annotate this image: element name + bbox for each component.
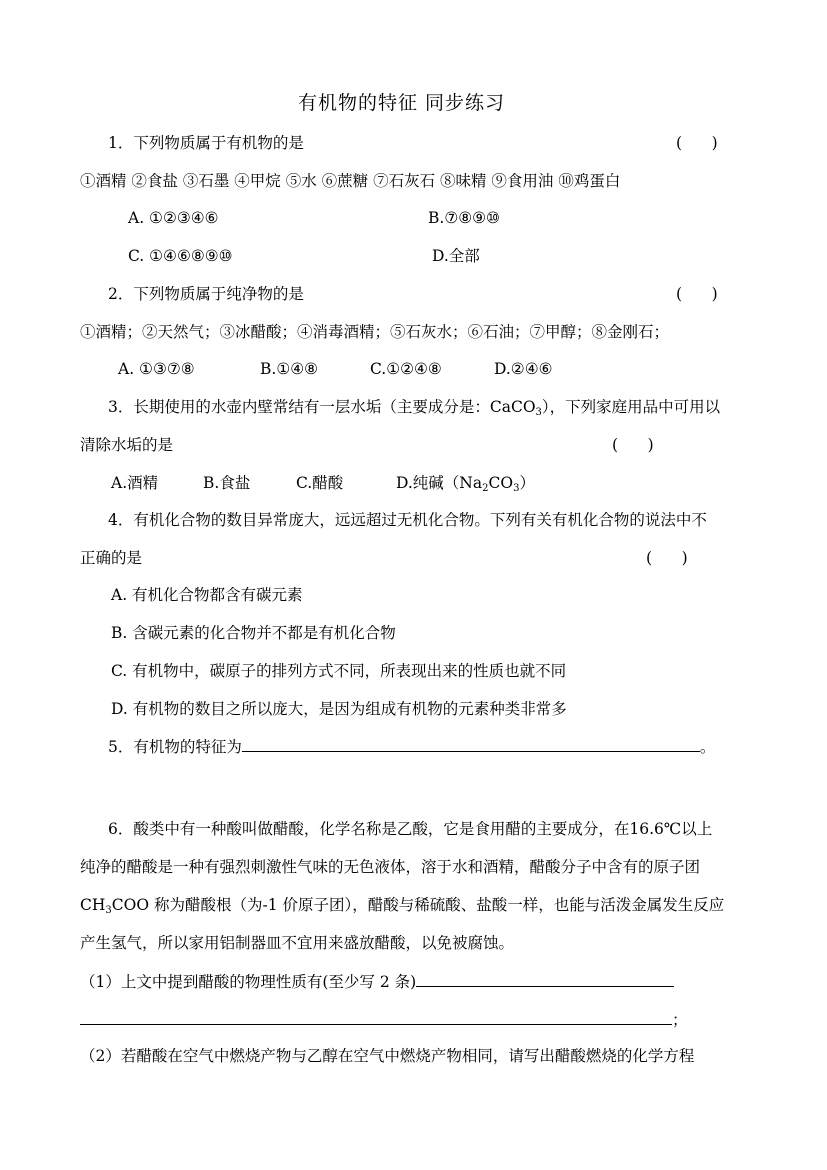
question-6-paragraph-line-1: 6．酸类中有一种酸叫做醋酸，化学名称是乙酸，它是食用醋的主要成分，在16.6℃以上	[108, 820, 713, 838]
question-4-stem: 4．有机化合物的数目异常庞大，远远超过无机化合物。下列有关有机化合物的说法中不	[108, 511, 707, 529]
question-4-answer-bracket: ( )	[646, 549, 688, 567]
question-2-items: ①酒精；②天然气；③冰醋酸；④消毒酒精；⑤石灰水；⑥石油；⑦甲醇；⑧金刚石；	[80, 323, 670, 341]
question-6-subquestion-1-blank[interactable]	[416, 970, 674, 987]
question-4-option-b: B. 含碳元素的化合物并不都是有机化合物	[111, 624, 396, 642]
question-3-answer-bracket: ( )	[612, 436, 654, 454]
question-6-paragraph-line-2: 纯净的醋酸是一种有强烈刺激性气味的无色液体，溶于水和酒精，醋酸分子中含有的原子团	[80, 858, 701, 876]
question-6-paragraph-line-4: 产生氢气，所以家用铝制器皿不宜用来盛放醋酸，以免被腐蚀。	[80, 934, 515, 952]
question-4-option-d: D. 有机物的数目之所以庞大，是因为组成有机物的元素种类非常多	[111, 700, 567, 718]
question-1-answer-bracket: ( )	[676, 134, 718, 152]
question-6-subquestion-1: （1）上文中提到醋酸的物理性质有(至少写 2 条)	[80, 970, 674, 993]
question-4-stem-continued: 正确的是	[80, 549, 143, 567]
question-6-subquestion-1-blank-2[interactable]	[80, 1008, 672, 1025]
question-4-option-a: A. 有机化合物都含有碳元素	[111, 586, 303, 604]
question-1-stem: 1．下列物质属于有机物的是	[108, 134, 304, 152]
page-title: 有机物的特征 同步练习	[298, 92, 506, 114]
question-6-subquestion-1-line-2: ；	[80, 1008, 688, 1031]
question-3-option-a: A.酒精	[111, 474, 159, 492]
question-3-option-c: C.醋酸	[296, 474, 344, 492]
question-3-option-d: D.纯碱$(Na_2CO_3)$	[396, 474, 535, 494]
question-4-option-c: C. 有机物中，碳原子的排列方式不同，所表现出来的性质也就不同	[111, 662, 567, 680]
question-6-subquestion-2: （2）若醋酸在空气中燃烧产物与乙醇在空气中燃烧产物相同，请写出醋酸燃烧的化学方程	[80, 1047, 695, 1065]
question-3-option-b: B.食盐	[203, 474, 251, 492]
question-2-answer-bracket: ( )	[676, 285, 718, 303]
question-6-paragraph-line-3: $CH_3COO$ 称为醋酸根（为-1 价原子团），醋酸与稀硫酸、盐酸一样，也能与活泼金属发生反应	[80, 896, 725, 916]
question-3-stem-continued: 清除水垢的是	[80, 436, 174, 454]
question-1-option-d: D.全部	[432, 247, 480, 265]
question-1-option-c: C. ①④⑥⑧⑨⑩	[128, 247, 233, 265]
question-3-stem: 3．长期使用的水壶内壁常结有一层水垢（主要成分是：CaCO$_3$），下列家庭用品中可用以	[108, 398, 721, 418]
question-2-option-a: A. ①③⑦⑧	[118, 360, 195, 378]
question-2-option-d: D.②④⑥	[494, 360, 553, 378]
question-1-items: ①酒精 ②食盐 ③石墨 ④甲烷 ⑤水 ⑥蔗糖 ⑦石灰石 ⑧味精 ⑨食用油 ⑩鸡蛋白	[80, 172, 621, 190]
question-1-option-a: A. ①②③④⑥	[128, 209, 219, 227]
question-5-stem: 5．有机物的特征为 。	[108, 735, 715, 758]
question-2-option-b: B.①④⑧	[260, 360, 319, 378]
question-1-option-b: B.⑦⑧⑨⑩	[428, 209, 500, 227]
question-5-answer-blank[interactable]	[242, 735, 700, 752]
question-2-option-c: C.①②④⑧	[370, 360, 442, 378]
question-2-stem: 2．下列物质属于纯净物的是	[108, 285, 304, 303]
